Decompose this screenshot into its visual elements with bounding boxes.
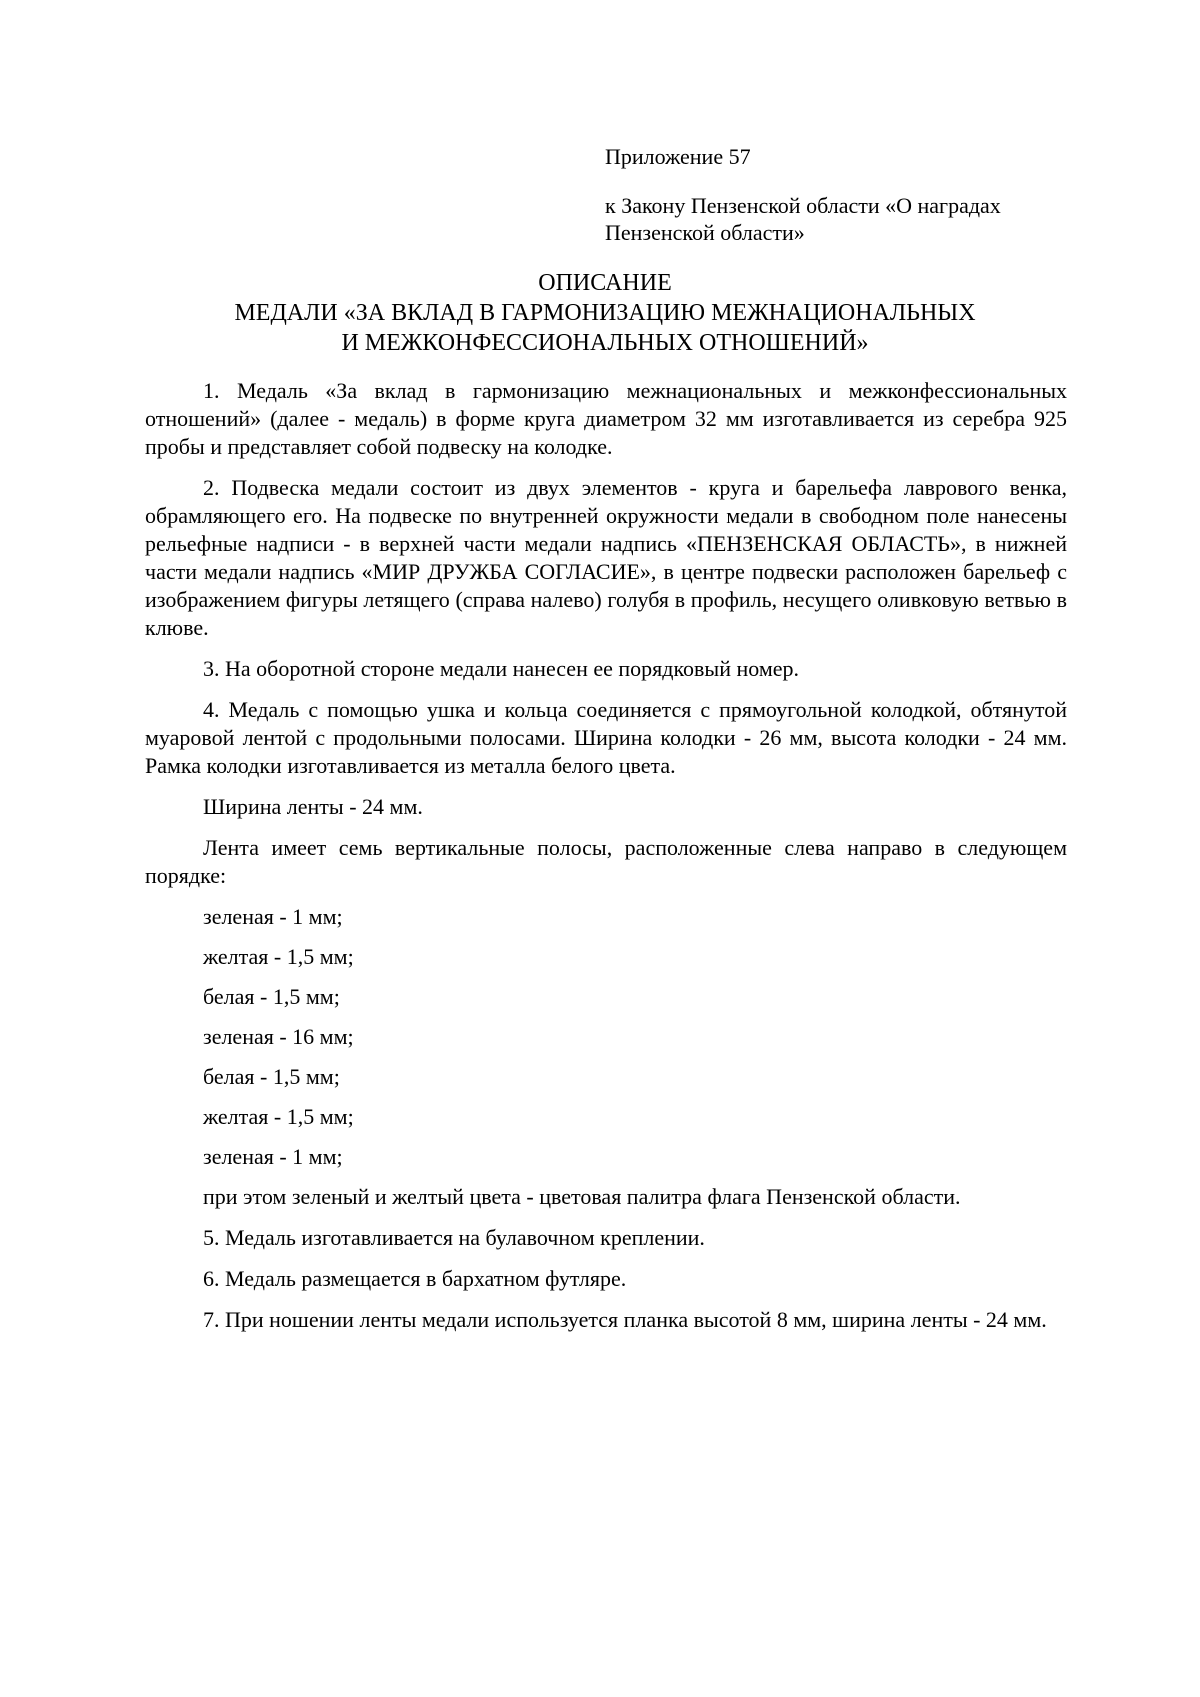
document-title — [130, 268, 1080, 358]
stripe-item: белая - 1,5 мм; — [203, 1064, 340, 1089]
stripe-item: белая - 1,5 мм; — [203, 984, 340, 1009]
appendix-reference-line-2: Пензенской области» — [605, 220, 805, 245]
palette-note: при этом зеленый и желтый цвета - цветовая палитра флага Пензенской области. — [203, 1184, 961, 1209]
title-line-2: МЕДАЛИ «ЗА ВКЛАД В ГАРМОНИЗАЦИЮ МЕЖНАЦИОНАЛЬНЫХ — [234, 300, 976, 326]
stripe-item: желтая - 1,5 мм; — [203, 944, 354, 969]
stripe-item: зеленая - 1 мм; — [203, 904, 343, 929]
appendix-number: Приложение 57 — [605, 144, 751, 169]
ribbon-intro: Лента имеет семь вертикальные полосы, расположенные слева направо в следующем порядке: — [145, 835, 1067, 888]
stripe-item: желтая - 1,5 мм; — [203, 1104, 354, 1129]
paragraph-4: 4. Медаль с помощью ушка и кольца соединяется с прямоугольной колодкой, обтянутой муаровой лентой с продольными полосами. Ширина колодки - 26 мм, высота колодки - 24 мм. Рамка колодки изготавливается из металла белого цвета. — [145, 697, 1067, 778]
title-line-1: ОПИСАНИЕ — [538, 270, 672, 296]
stripe-item: зеленая - 1 мм; — [203, 1144, 343, 1169]
stripe-item: зеленая - 16 мм; — [203, 1024, 354, 1049]
paragraph-6: 6. Медаль размещается в бархатном футляре. — [203, 1266, 627, 1291]
ribbon-width: Ширина ленты - 24 мм. — [203, 794, 423, 819]
paragraph-3: 3. На оборотной стороне медали нанесен ее порядковый номер. — [203, 656, 800, 681]
stripe-list — [145, 903, 1067, 1171]
paragraph-2: 2. Подвеска медали состоит из двух элементов - круга и барельефа лаврового венка, обрамляющего его. На подвеске по внутренней окружности медали в свободном поле нанесены рельефные надписи - в верхней части медали надпись «ПЕНЗЕНСКАЯ ОБЛАСТЬ», в нижней части медали надпись «МИР ДРУЖБА СОГЛАСИЕ», в центре подвески расположен барельеф с изображением фигуры летящего (справа налево) голубя в профиль, несущего оливковую ветвью в клюве. — [145, 475, 1067, 640]
appendix-reference — [605, 192, 1075, 246]
paragraph-1: 1. Медаль «За вклад в гармонизацию межнациональных и межконфессиональных отношений» (далее - медаль) в форме круга диаметром 32 мм изготавливается из серебра 925 пробы и представляет собой подвеску на колодке. — [145, 378, 1067, 459]
appendix-reference-line-1: к Закону Пензенской области «О наградах — [605, 193, 1001, 218]
title-line-3: И МЕЖКОНФЕССИОНАЛЬНЫХ ОТНОШЕНИЙ» — [341, 330, 869, 356]
paragraph-5: 5. Медаль изготавливается на булавочном креплении. — [203, 1225, 705, 1250]
paragraph-7: 7. При ношении ленты медали используется планка высотой 8 мм, ширина ленты - 24 мм. — [203, 1307, 1047, 1332]
document-body — [145, 377, 1067, 1347]
